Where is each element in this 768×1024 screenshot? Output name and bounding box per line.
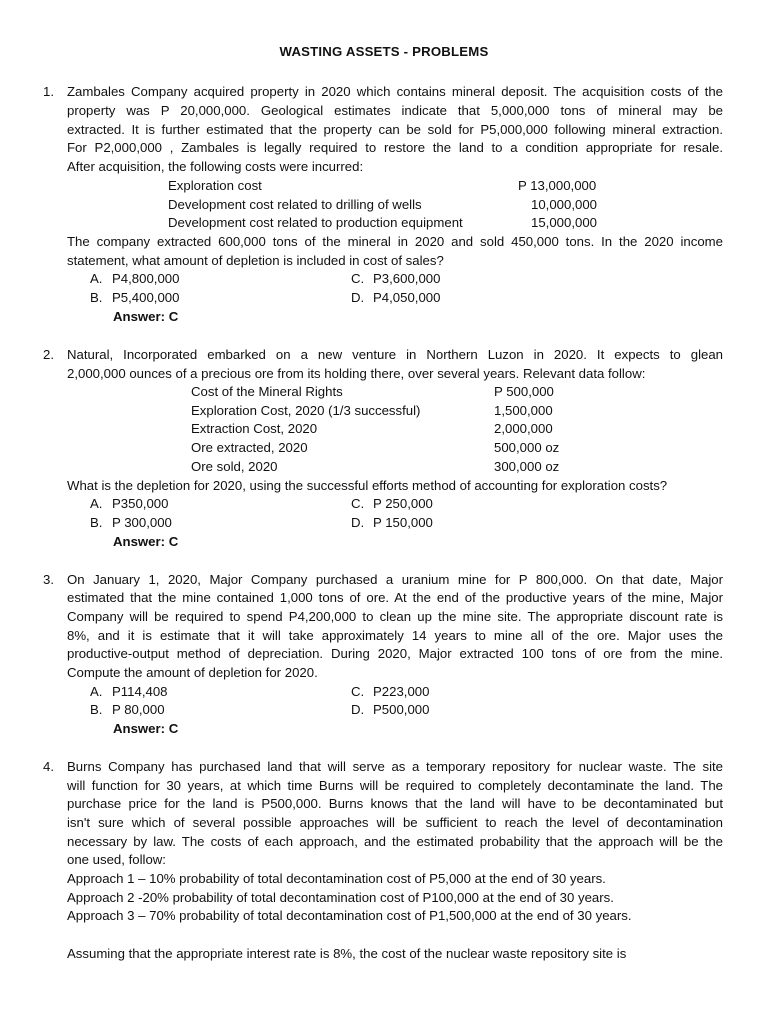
q2-table-value: 1,500,000: [494, 403, 553, 418]
q3-text-line: estimated that the mine contained 1,000 tons of ore. At the end of the productive years of the mine, Major: [67, 590, 723, 605]
q3-answer: Answer: C: [113, 721, 179, 736]
q2-text-line: 2,000,000 ounces of a precious ore from its holding there, over several years. Relevant data follow:: [67, 366, 646, 381]
q3-text-line: productive-output method of depreciation. During 2020, Major extracted 100 tons of ore from the mine.: [67, 646, 723, 661]
q4-text-line: Assuming that the appropriate interest rate is 8%, the cost of the nuclear waste repository site is: [67, 946, 627, 961]
q4-number: 4.: [43, 759, 54, 774]
q4-text-line: one used, follow:: [67, 852, 166, 867]
q1-option-a: A. P4,800,000: [90, 271, 180, 286]
q4-approach-line: Approach 2 -20% probability of total decontamination cost of P100,000 at the end of 30 years.: [67, 890, 614, 905]
q1-text-line: The company extracted 600,000 tons of the mineral in 2020 and sold 450,000 tons. In the 2020 income: [67, 234, 723, 249]
q2-table-label: Exploration Cost, 2020 (1/3 successful): [191, 403, 421, 418]
q2-table-label: Cost of the Mineral Rights: [191, 384, 343, 399]
q1-text-line: Zambales Company acquired property in 2020 which contains mineral deposit. The acquisition costs of the: [67, 84, 723, 99]
q2-table-value: 2,000,000: [494, 421, 553, 436]
q2-table-label: Ore sold, 2020: [191, 459, 278, 474]
q1-answer: Answer: C: [113, 309, 179, 324]
q2-text-line: What is the depletion for 2020, using the successful efforts method of accounting for exploration costs?: [67, 478, 668, 493]
q4-text-line: Burns Company has purchased land that will serve as a temporary repository for nuclear waste. The site: [67, 759, 723, 774]
q3-number: 3.: [43, 572, 54, 587]
q1-number: 1.: [43, 84, 54, 99]
q4-text-line: will function for 30 years, at which time Burns will be required to completely decontaminate the land. The: [67, 778, 723, 793]
q4-approach-line: Approach 1 – 10% probability of total decontamination cost of P5,000 at the end of 30 years.: [67, 871, 606, 886]
q1-table-label: Development cost related to production equipment: [168, 215, 463, 230]
page-title: WASTING ASSETS - PROBLEMS: [279, 44, 489, 59]
q2-option-b: B. P 300,000: [90, 515, 172, 530]
q1-table-label: Exploration cost: [168, 178, 262, 193]
q3-text-line: Compute the amount of depletion for 2020.: [67, 665, 318, 680]
q1-option-b: B. P5,400,000: [90, 290, 180, 305]
q2-option-a: A. P350,000: [90, 496, 169, 511]
q2-table-value: 500,000 oz: [494, 440, 560, 455]
q4-text-line: purchase price for the land is P500,000. Burns knows that the land will have to be decontaminated but: [67, 796, 723, 811]
q2-answer: Answer: C: [113, 534, 179, 549]
q2-table-label: Ore extracted, 2020: [191, 440, 308, 455]
q4-text-line: necessary by law. The costs of each approach, and the estimated probability that the approach will be the: [67, 834, 723, 849]
q3-option-c: C. P223,000: [351, 684, 430, 699]
q1-table-value: 10,000,000: [531, 197, 598, 212]
q1-text-line: property was P 20,000,000. Geological estimates indicate that 5,000,000 tons of mineral may be: [67, 103, 723, 118]
q3-option-d: D. P500,000: [351, 702, 430, 717]
q3-option-b: B. P 80,000: [90, 702, 165, 717]
q1-table-value: 15,000,000: [531, 215, 598, 230]
q3-text-line: On January 1, 2020, Major Company purchased a uranium mine for P 800,000. On that date, Major: [67, 572, 723, 587]
q1-text-line: statement, what amount of depletion is included in cost of sales?: [67, 253, 444, 268]
q2-table-value: 300,000 oz: [494, 459, 560, 474]
q2-option-c: C. P 250,000: [351, 496, 433, 511]
q1-text-line: extracted. It is further estimated that the property can be sold for P5,000,000 following mineral extraction.: [67, 122, 723, 137]
q3-text-line: 8%, and it is estimate that it will take approximately 14 years to mine all of the ore. Major uses the: [67, 628, 723, 643]
q1-option-d: D. P4,050,000: [351, 290, 441, 305]
q1-text-line: After acquisition, the following costs were incurred:: [67, 159, 364, 174]
q3-option-a: A. P114,408: [90, 684, 168, 699]
q4-approach-line: Approach 3 – 70% probability of total decontamination cost of P1,500,000 at the end of 30 years.: [67, 908, 632, 923]
q2-table-label: Extraction Cost, 2020: [191, 421, 318, 436]
q3-text-line: Company will be required to spend P4,200,000 to clean up the mine site. The appropriate discount rate is: [67, 609, 723, 624]
q1-option-c: C. P3,600,000: [351, 271, 441, 286]
q1-text-line: For P2,000,000 , Zambales is legally required to restore the land to a condition appropriate for resale.: [67, 140, 723, 155]
q2-table-value: P 500,000: [494, 384, 554, 399]
q2-text-line: Natural, Incorporated embarked on a new venture in Northern Luzon in 2020. It expects to glean: [67, 347, 723, 362]
q2-number: 2.: [43, 347, 54, 362]
q2-option-d: D. P 150,000: [351, 515, 433, 530]
q1-table-label: Development cost related to drilling of wells: [168, 197, 422, 212]
q4-text-line: isn't sure which of several possible approaches will be sufficient to reach the level of decontamination: [67, 815, 723, 830]
q1-table-value: P 13,000,000: [518, 178, 597, 193]
